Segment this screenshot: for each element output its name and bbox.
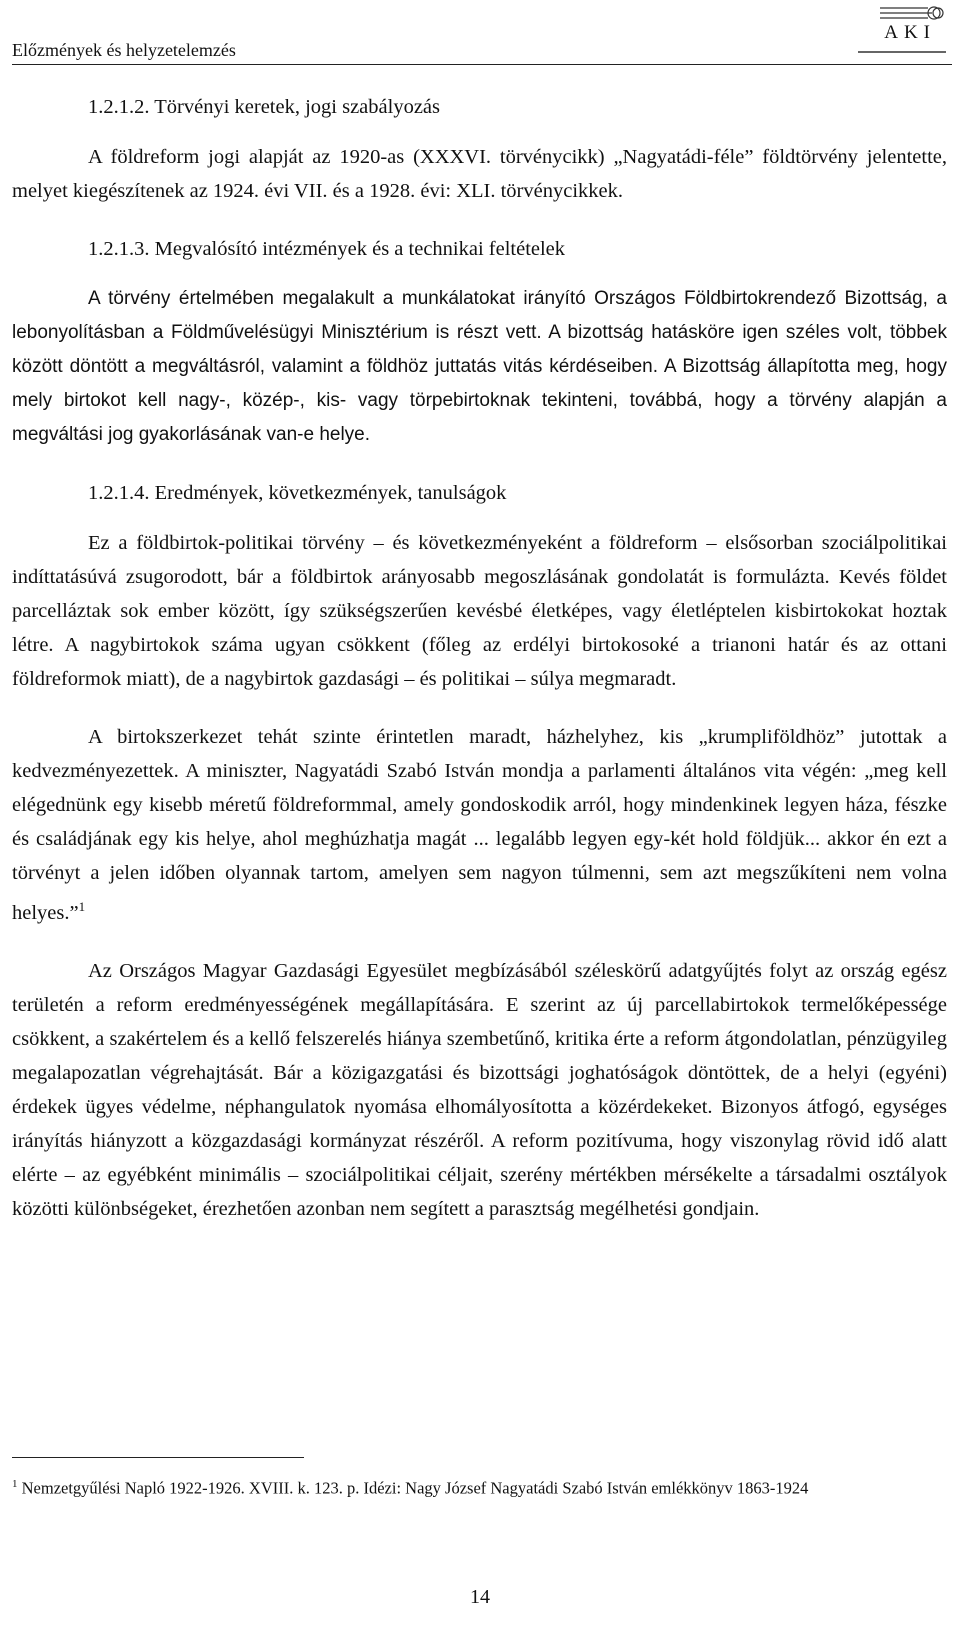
- footnote-number: 1: [12, 1478, 18, 1490]
- footnote: [12, 1472, 947, 1501]
- paragraph-with-quote: [12, 720, 947, 930]
- running-title: Előzmények és helyzetelemzés: [12, 40, 236, 60]
- paragraph: A törvény értelmében megalakult a munkálatokat irányító Országos Földbirtokrendező Bizottság, a lebonyolításban a Földművelésügyi Minisztérium is részt vett. A bizottság hatásköre igen széles volt, többek között döntött a megváltásról, valamint a földhöz juttatás vitás kérdéseiben. A Bizottság állapította meg, hogy mely birtokot kell nagy-, közép-, kis- vagy törpebirtoknak tekinteni, továbbá, hogy a törvény alapján a megváltási jog gyakorlásának van-e helye.: [12, 288, 947, 445]
- document-body: [12, 90, 947, 1226]
- section-heading: 1.2.1.3. Megvalósító intézmények és a technikai feltételek: [88, 238, 566, 260]
- page-number: 14: [470, 1586, 490, 1608]
- paragraph: Az Országos Magyar Gazdasági Egyesület megbízásából széleskörű adatgyűjtés folyt az ország egész területén a reform eredményességének megállapítására. E szerint az új parcellabirtokok termelőképessége csökkent, a szakértelem és a kellő felszerelés hiánya szembetűnő, kritika érte a reform átgondolatlan, pénzügyileg megalapozatlan végrehajtását. Bár a közigazgatási és bizottsági joghatóságok döntöttek, de a helyi (egyéni) érdekek ügyes védelme, néphangulatok nyomása elhomályosította a közérdekeket. Bizonyos átfogó, egységes irányítás hiányzott a közgazdasági kormányzat részéről. A reform pozitívuma, hogy viszonylag rövid idő alatt elérte – az egyébként minimális – szociálpolitikai céljait, szerény mértékben mérsékelte a társadalmi osztályok közötti különbségeket, érezhetően azonban nem segített a parasztság megélhetési gondjain.: [12, 959, 947, 1220]
- paragraph-text: A birtokszerkezet tehát szinte érintetlen maradt, házhelyhez, kis „krumpliföldhöz” jutottak a kedvezményezettek. A miniszter, Nagyatádi Szabó István mondja a parlamenti általános vita végén: „meg kell elégednünk egy kisebb méretű földreformmal, amely gondoskodik arról, hogy mindenkinek legyen háza, fészke és családjának egy kis helye, ahol meghúzhatja magát ... legalább legyen egy-két hold földjük... akkor én ezt a törvényt a jelen időben olyannak tartom, amelyen sem nagyon túlmenni, sem azt megszűkíteni nem volna helyes.”: [12, 726, 947, 924]
- paragraph: Ez a földbirtok-politikai törvény – és következményeként a földreform – elsősorban szociálpolitikai indíttatásúvá zsugorodott, bár a földbirtok arányosabb megoszlásának gondolatát is formulázta. Kevés földet parcelláztak sok ember között, így szükségszerűen kevésbé életképes, vagy életléptelen kisbirtokokat hoztak létre. A nagybirtokok száma ugyan csökkent (főleg az erdélyi birtokosoké a trianoni határ és az ottani földreformok miatt), de a nagybirtok gazdasági – és politikai – súlya megmaradt.: [12, 532, 947, 690]
- footnote-reference[interactable]: 1: [78, 899, 86, 914]
- paragraph: A földreform jogi alapját az 1920-as (XXXVI. törvénycikk) „Nagyatádi-féle” földtörvény jelentette, melyet kiegészítenek az 1924. évi VII. és a 1928. évi: XLI. törvénycikkek.: [12, 146, 947, 202]
- section-heading: 1.2.1.2. Törvényi keretek, jogi szabályozás: [88, 96, 441, 118]
- page-header: [12, 0, 952, 65]
- footnote-text: Nemzetgyűlési Napló 1922-1926. XVIII. k. 123. p. Idézi: Nagy József Nagyatádi Szabó István emlékkönyv 1863-1924: [21, 1478, 809, 1498]
- logo-lettering: AKI: [884, 22, 936, 43]
- footnote-separator: [12, 1457, 304, 1458]
- section-heading: 1.2.1.4. Eredmények, következmények, tanulságok: [88, 482, 507, 504]
